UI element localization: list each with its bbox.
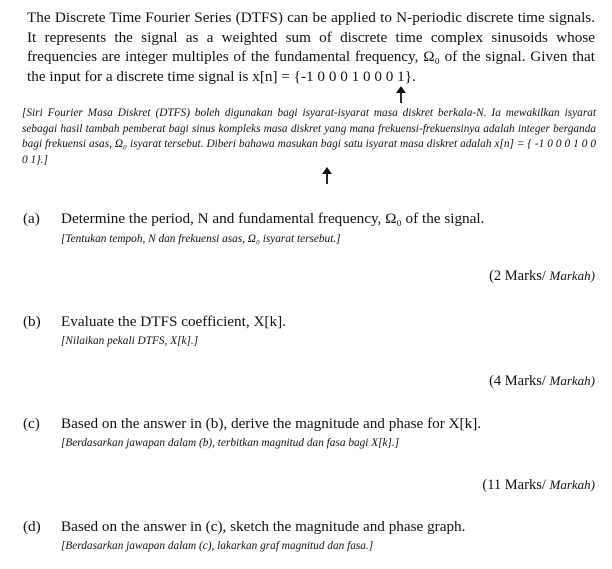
question-b-text-malay: [Nilaikan pekali DTFS, X[k].] (61, 335, 199, 347)
intro-paragraph-english: The Discrete Time Fourier Series (DTFS) can be applied to N-periodic discrete time signals. It represents the signal as a weighted sum of discrete time complex sinusoids whose frequencies are integer multiples of the fundamental frequency, Ω₀ of the signal. Given that the input for a discrete time signal is x[n] = {-1 0 0 0 1 0 0 0 1}. (27, 9, 595, 85)
question-a-label: (a) (23, 210, 40, 227)
up-arrow-icon (395, 86, 407, 104)
question-c-label: (c) (23, 415, 40, 432)
marks-label-malay: Markah) (549, 373, 595, 388)
question-c-marks (482, 477, 595, 494)
question-c-text-malay: [Berdasarkan jawapan dalam (b), terbitkan magnitud dan fasa bagi X[k].] (61, 437, 400, 449)
question-d-text-malay: [Berdasarkan jawapan dalam (c), lakarkan graf magnitud dan fasa.] (61, 540, 374, 552)
question-b-text: Evaluate the DTFS coefficient, X[k]. (61, 313, 286, 330)
up-arrow-icon (321, 167, 333, 185)
marks-label: (2 Marks/ (489, 268, 546, 284)
question-d-label: (d) (23, 518, 41, 535)
intro-paragraph-malay: [Siri Fourier Masa Diskret (DTFS) boleh digunakan bagi isyarat-isyarat masa diskret berkala-N. Ia mewakilkan isyarat sebagai hasil tambah pemberat bagi sinus kompleks masa diskret yang mana frekuensi-frekuensinya adalah integer berganda bagi frekuensi asas, Ω₀ isyarat tersebut. Diberi bahawa masukan bagi satu isyarat masa diskret adalah x[n] = { -1 0 0 0 1 0 0 0 1}.] (22, 107, 596, 166)
question-a-text-malay: [Tentukan tempoh, N dan frekuensi asas, Ω₀ isyarat tersebut.] (61, 233, 341, 245)
question-a-text: Determine the period, N and fundamental frequency, Ω₀ of the signal. (61, 210, 485, 227)
marks-label: (11 Marks/ (482, 477, 546, 493)
question-a-marks (489, 268, 595, 285)
marks-label-malay: Markah) (549, 477, 595, 492)
marks-label-malay: Markah) (549, 268, 595, 283)
question-b-marks (489, 373, 595, 390)
question-c-text: Based on the answer in (b), derive the magnitude and phase for X[k]. (61, 415, 482, 432)
question-b-label: (b) (23, 313, 41, 330)
marks-label: (4 Marks/ (489, 373, 546, 389)
question-d-text: Based on the answer in (c), sketch the magnitude and phase graph. (61, 518, 466, 535)
